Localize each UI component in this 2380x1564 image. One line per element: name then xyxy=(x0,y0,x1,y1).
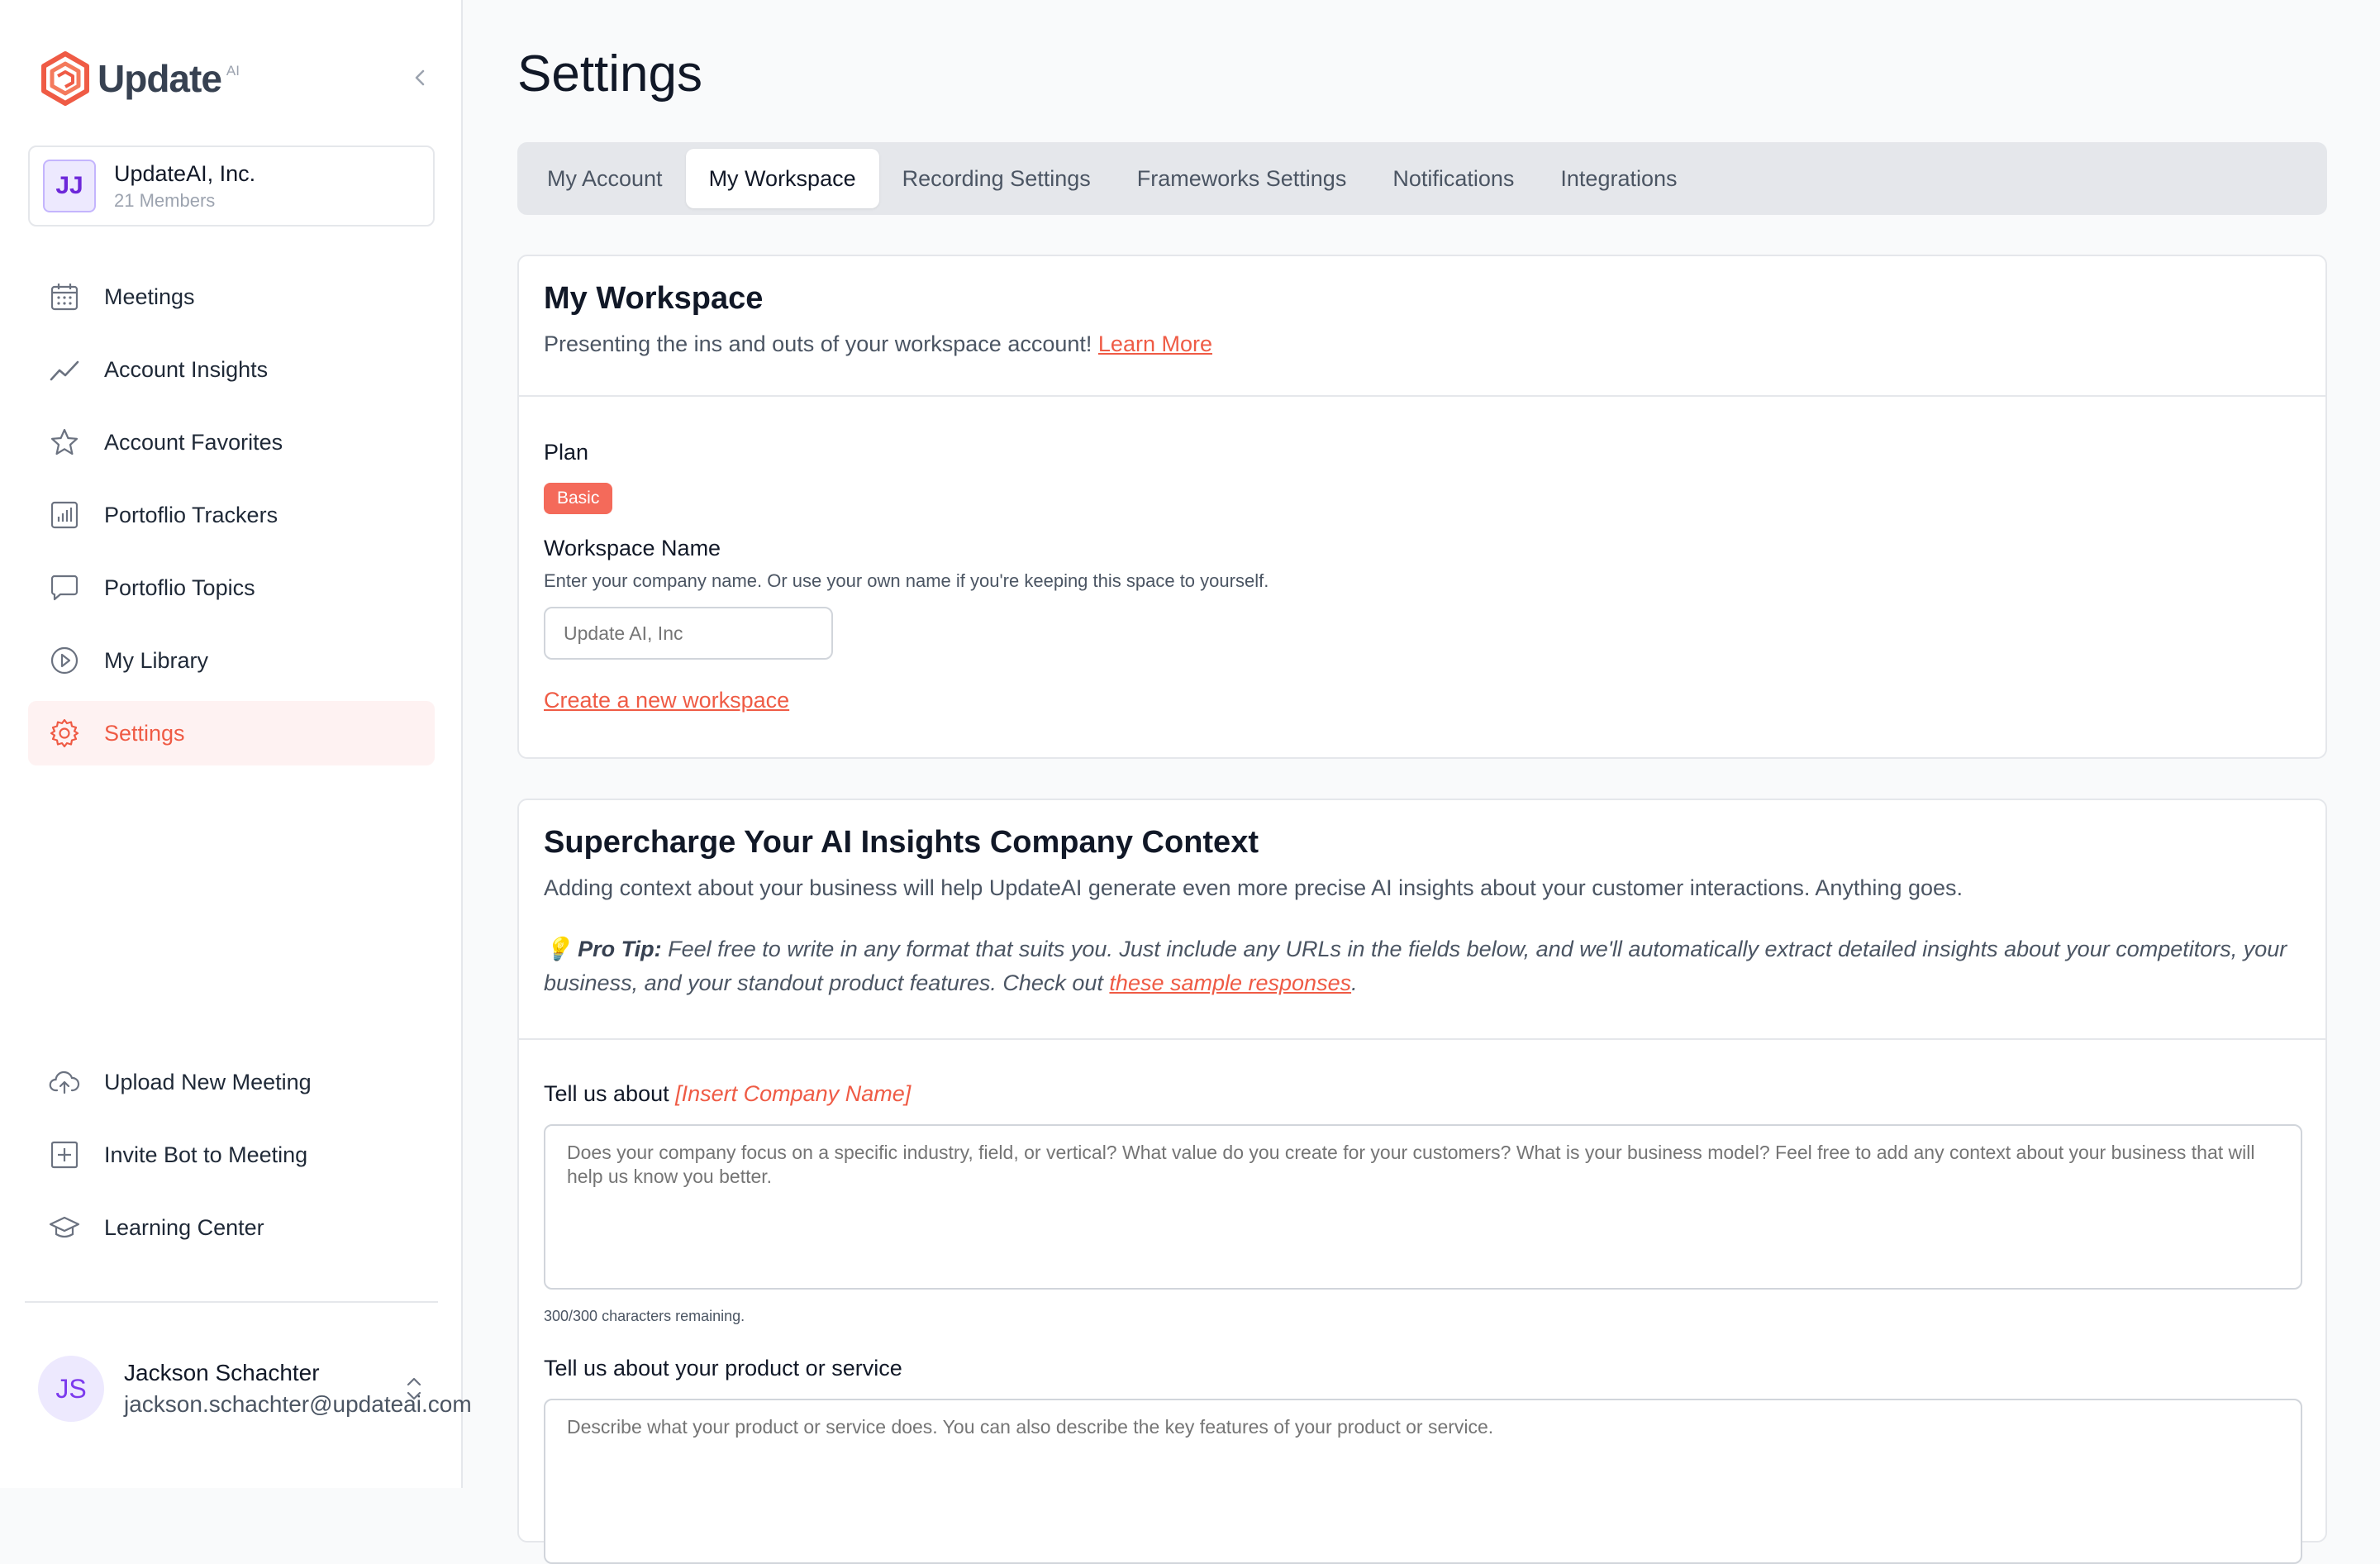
sidebar-item-label: Invite Bot to Meeting xyxy=(104,1142,308,1167)
workspace-card xyxy=(517,255,2327,759)
pro-tip-end: . xyxy=(1351,970,1358,995)
user-menu[interactable] xyxy=(38,1354,472,1423)
sidebar-item-account-insights[interactable] xyxy=(28,337,435,402)
trend-line-icon xyxy=(48,353,81,386)
update-logo-icon xyxy=(40,51,91,106)
company-context-textarea[interactable] xyxy=(544,1124,2302,1290)
learning-center-button[interactable] xyxy=(28,1195,435,1260)
sidebar-item-label: Meetings xyxy=(104,284,195,309)
section-title: Supercharge Your AI Insights Company Context xyxy=(544,825,1259,860)
sidebar-item-label: Portoflio Trackers xyxy=(104,502,278,527)
sidebar-item-label: Portoflio Topics xyxy=(104,575,255,600)
product-field-label: Tell us about your product or service xyxy=(544,1356,902,1380)
user-email: jackson.schachter@updateai.com xyxy=(124,1391,472,1417)
description-text: Presenting the ins and outs of your workspace account! xyxy=(544,331,1092,356)
create-workspace-link[interactable]: Create a new workspace xyxy=(544,688,790,713)
tab-my-workspace[interactable]: My Workspace xyxy=(686,149,879,208)
pro-tip-text: Feel free to write in any format that suits you. Just include any URLs in the fields below, and we'll automatically extract detailed insights about your competitors, your business, and your standout product features. Check out xyxy=(544,937,2287,995)
user-name: Jackson Schachter xyxy=(124,1360,320,1385)
company-context-card xyxy=(517,799,2327,1543)
invite-bot-button[interactable] xyxy=(28,1123,435,1187)
chat-bubble-icon xyxy=(48,571,81,604)
workspace-name-input[interactable] xyxy=(544,607,833,660)
product-context-textarea[interactable] xyxy=(544,1399,2302,1564)
tab-recording-settings[interactable]: Recording Settings xyxy=(902,165,1091,191)
sidebar-item-label: Learning Center xyxy=(104,1214,264,1240)
learn-more-link[interactable]: Learn More xyxy=(1097,331,1212,356)
section-divider xyxy=(519,395,2325,397)
collapse-sidebar-button[interactable] xyxy=(408,66,431,89)
org-name: UpdateAI, Inc. xyxy=(114,160,256,186)
gear-icon xyxy=(48,717,81,750)
company-char-count: 300/300 characters remaining. xyxy=(544,1308,745,1324)
sidebar-nav xyxy=(28,265,435,774)
tab-frameworks-settings[interactable]: Frameworks Settings xyxy=(1136,165,1347,191)
company-name-placeholder: [Insert Company Name] xyxy=(675,1081,912,1106)
pro-tip-label: Pro Tip: xyxy=(578,937,662,961)
bar-chart-icon xyxy=(48,498,81,532)
sidebar-item-label: Account Insights xyxy=(104,356,269,382)
sidebar-bottom-nav xyxy=(28,1050,435,1268)
star-icon xyxy=(48,426,81,459)
org-switcher[interactable] xyxy=(28,145,435,226)
sidebar-item-label: Settings xyxy=(104,720,185,746)
tab-notifications[interactable]: Notifications xyxy=(1392,165,1515,191)
play-circle-icon xyxy=(48,644,81,677)
brand-suffix: AI xyxy=(226,63,240,79)
sidebar-item-account-favorites[interactable] xyxy=(28,410,435,474)
sidebar-divider xyxy=(25,1301,438,1303)
sidebar xyxy=(0,0,472,1488)
page-title: Settings xyxy=(517,45,703,103)
sidebar-item-meetings[interactable] xyxy=(28,265,435,329)
sidebar-item-label: My Library xyxy=(104,647,209,673)
sidebar-item-my-library[interactable] xyxy=(28,628,435,693)
plan-label: Plan xyxy=(544,440,589,465)
graduation-cap-icon xyxy=(48,1211,81,1244)
sidebar-item-label: Account Favorites xyxy=(104,429,283,455)
pro-tip xyxy=(544,932,2304,1000)
org-avatar: JJ xyxy=(43,160,96,212)
lightbulb-icon: 💡 xyxy=(544,937,572,961)
company-field-label xyxy=(544,1081,911,1107)
section-description xyxy=(544,331,2301,357)
brand-logo[interactable] xyxy=(40,51,240,106)
sidebar-item-settings[interactable] xyxy=(28,701,435,765)
sample-responses-link[interactable]: these sample responses xyxy=(1109,970,1352,995)
sidebar-item-portfolio-trackers[interactable] xyxy=(28,483,435,547)
chevron-up-down-icon[interactable] xyxy=(403,1372,425,1405)
sidebar-item-label: Upload New Meeting xyxy=(104,1069,312,1094)
cloud-upload-icon xyxy=(48,1066,81,1099)
company-label-text: Tell us about xyxy=(544,1081,676,1106)
avatar: JS xyxy=(38,1356,104,1422)
org-members: 21 Members xyxy=(114,189,216,211)
workspace-name-label: Workspace Name xyxy=(544,536,721,560)
section-title: My Workspace xyxy=(544,281,764,316)
section-description: Adding context about your business will help UpdateAI generate even more precise AI insights about your customer interactions. Anything goes. xyxy=(544,875,1963,900)
tab-integrations[interactable]: Integrations xyxy=(1560,165,1678,191)
upload-meeting-button[interactable] xyxy=(28,1050,435,1114)
sidebar-item-portfolio-topics[interactable] xyxy=(28,556,435,620)
calendar-icon xyxy=(48,280,81,313)
tab-my-account[interactable]: My Account xyxy=(547,165,663,191)
settings-tabs xyxy=(517,142,2327,215)
brand-name: Update xyxy=(98,57,221,100)
plus-square-icon xyxy=(48,1138,81,1171)
plan-badge: Basic xyxy=(544,483,612,514)
workspace-name-help: Enter your company name. Or use your own name if you're keeping this space to yourself. xyxy=(544,570,1269,591)
section-divider xyxy=(519,1038,2325,1040)
chevron-left-icon xyxy=(408,66,431,89)
